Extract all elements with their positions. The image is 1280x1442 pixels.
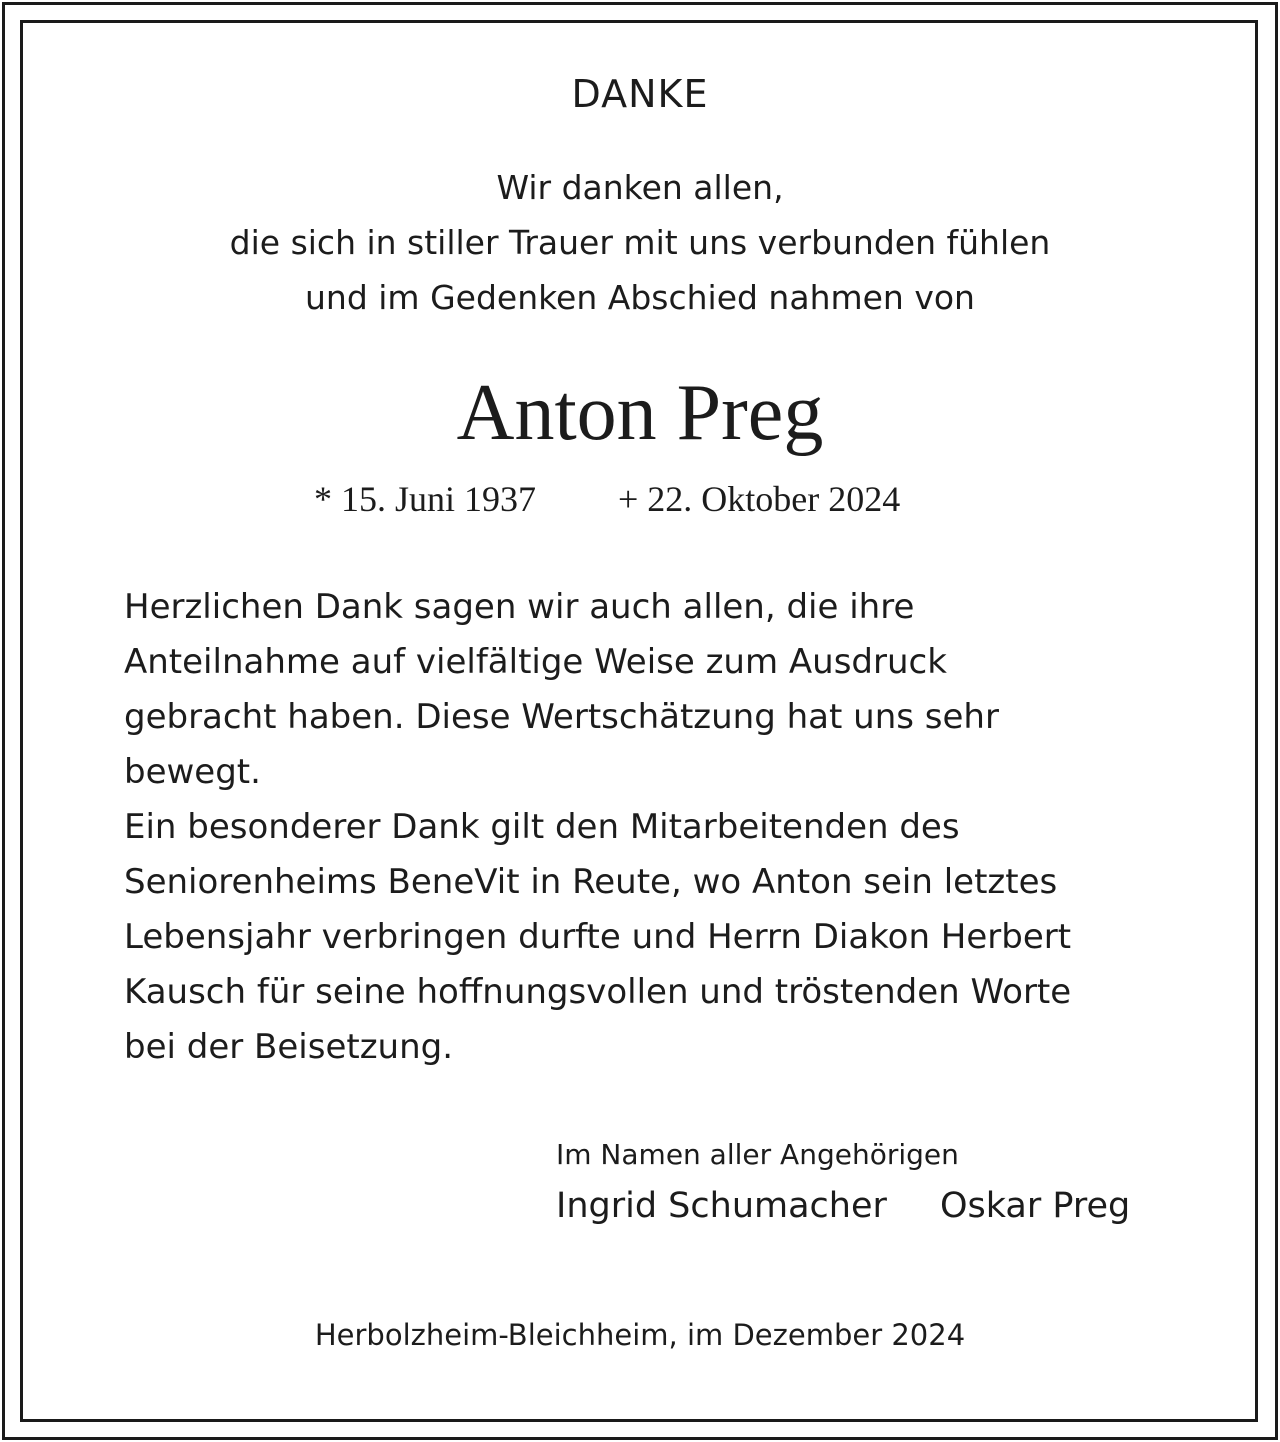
body-line: gebracht haben. Diese Wertschätzung hat uns sehr [124,697,999,737]
signatory-name: Oskar Preg [940,1186,1131,1226]
intro-line: die sich in stiller Trauer mit uns verbunden fühlen [229,223,1051,262]
body-line: Kausch für seine hoffnungsvollen und tröstenden Worte [124,972,1072,1012]
body-line: bei der Beisetzung. [124,1027,454,1067]
body-line: Herzlichen Dank sagen wir auch allen, die ihre [124,587,915,627]
signatory-name: Ingrid Schumacher [556,1186,887,1226]
birth-date: * 15. Juni 1937 [314,479,537,519]
intro-line: Wir danken allen, [496,168,784,207]
deceased-name: Anton Preg [456,369,824,457]
intro-line: und im Gedenken Abschied nahmen von [305,278,975,317]
signature-caption: Im Namen aller Angehörigen [556,1138,959,1171]
notice-heading: DANKE [571,72,709,116]
body-line: Ein besonderer Dank gilt den Mitarbeitenden des [124,807,960,847]
place-and-date: Herbolzheim-Bleichheim, im Dezember 2024 [314,1318,966,1352]
body-line: Anteilnahme auf vielfältige Weise zum Ausdruck [124,642,947,682]
body-line: bewegt. [124,752,261,792]
thanks-body [124,580,1071,1075]
death-date: + 22. Oktober 2024 [618,479,901,519]
body-line: Lebensjahr verbringen durfte und Herrn Diakon Herbert [124,917,1072,957]
intro-text [0,160,1280,325]
body-line: Seniorenheims BeneVit in Reute, wo Anton sein letztes [124,862,1058,902]
